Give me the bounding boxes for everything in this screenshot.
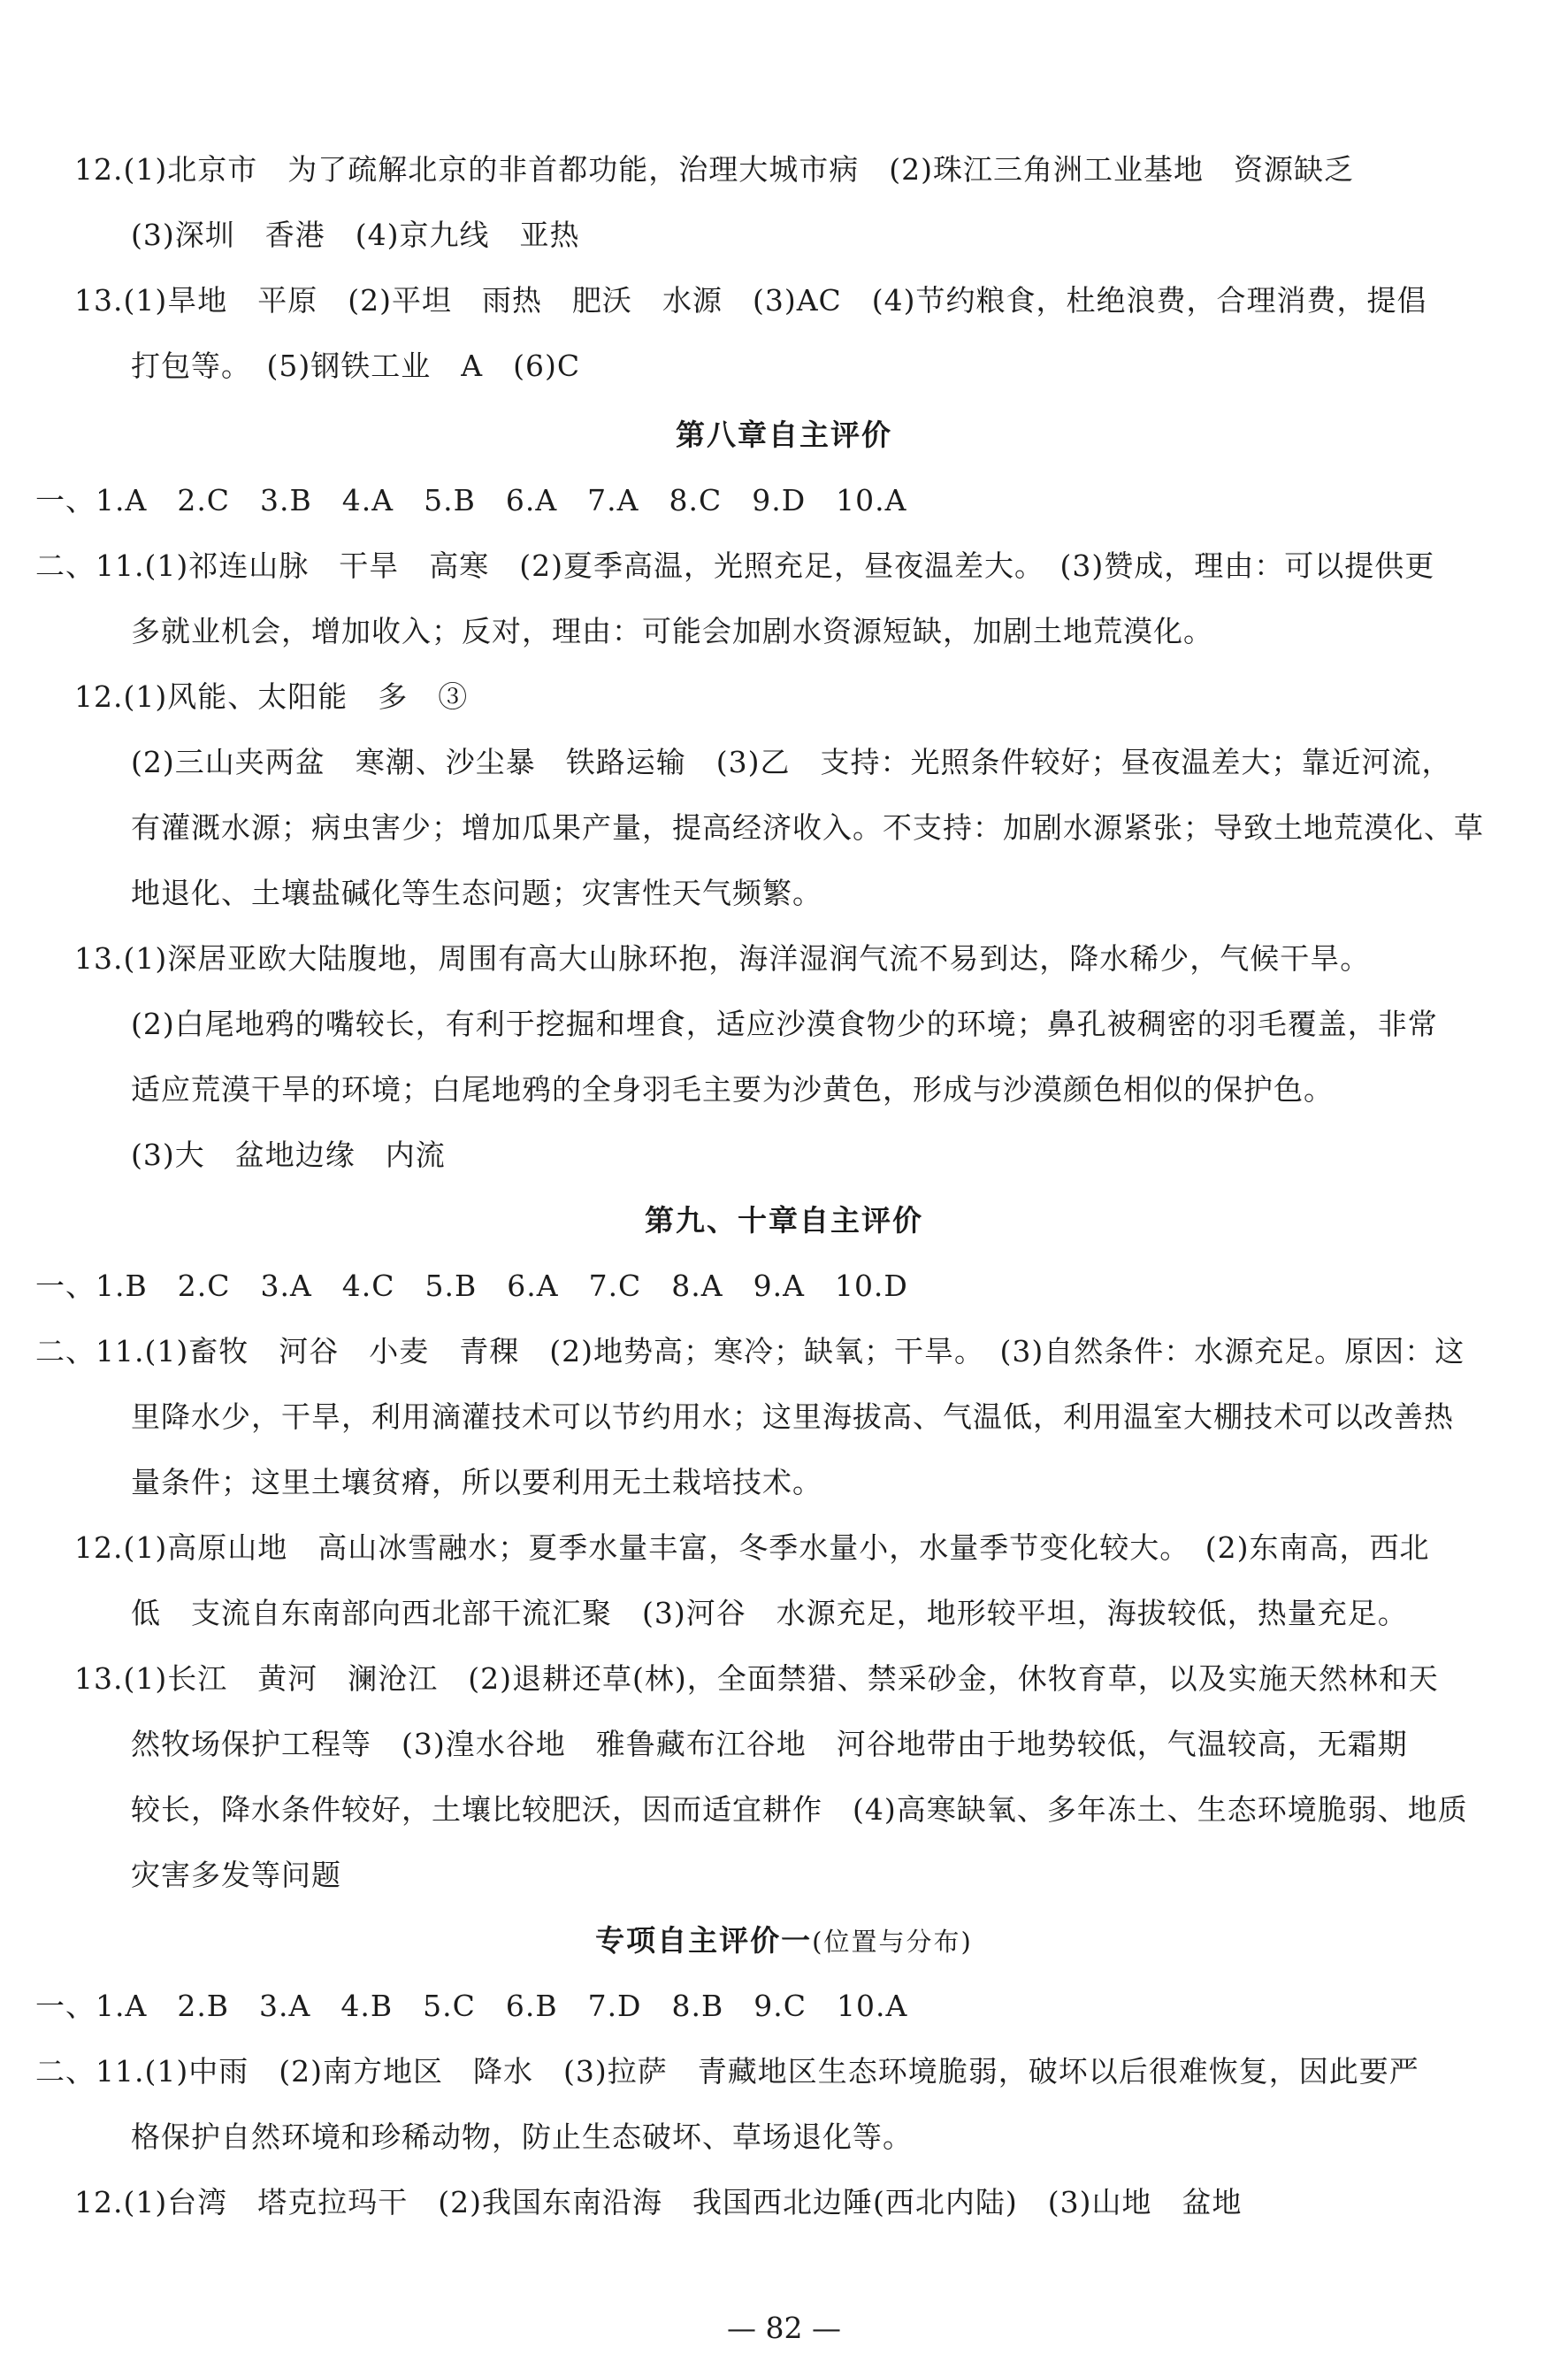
answer-line: 有灌溉水源；病虫害少；增加瓜果产量，提高经济收入。不支持：加剧水源紧张；导致土地荒漠化、草 xyxy=(131,810,1484,845)
answer-line: 较长，降水条件较好，土壤比较肥沃，因而适宜耕作 (4)高寒缺氧、多年冻土、生态环境脆弱、地质 xyxy=(131,1792,1468,1827)
section-heading-ch8 xyxy=(0,416,1568,455)
answer-line: 二、11.(1)中雨 (2)南方地区 降水 (3)拉萨 青藏地区生态环境脆弱，破坏以后很难恢复，因此要严 xyxy=(35,2054,1419,2089)
answer-line: 适应荒漠干旱的环境；白尾地鸦的全身羽毛主要为沙黄色，形成与沙漠颜色相似的保护色。 xyxy=(131,1072,1334,1107)
answer-line: 里降水少，干旱，利用滴灌技术可以节约用水；这里海拔高、气温低，利用温室大棚技术可以改善热 xyxy=(131,1399,1454,1434)
section-heading-special1 xyxy=(0,1921,1568,1961)
answer-line: 12.(1)北京市 为了疏解北京的非首都功能，治理大城市病 (2)珠江三角洲工业基地 资源缺乏 xyxy=(74,152,1354,187)
heading-text: 第九、十章自主评价 xyxy=(645,1203,923,1238)
answer-line: 打包等。 (5)钢铁工业 A (6)C xyxy=(131,349,581,383)
heading-text: 第八章自主评价 xyxy=(676,418,892,452)
answer-line: 多就业机会，增加收入；反对，理由：可能会加剧水资源短缺，加剧土地荒漠化。 xyxy=(131,614,1213,648)
answer-line: 量条件；这里土壤贫瘠，所以要利用无土栽培技术。 xyxy=(131,1465,822,1499)
answer-line: 二、11.(1)祁连山脉 干旱 高寒 (2)夏季高温，光照充足，昼夜温差大。 (3)赞成，理由：可以提供更 xyxy=(35,548,1435,583)
answer-line: 一、1.A 2.B 3.A 4.B 5.C 6.B 7.D 8.B 9.C 10.A xyxy=(35,1989,908,2023)
answer-line: 格保护自然环境和珍稀动物，防止生态破坏、草场退化等。 xyxy=(131,2120,913,2154)
answer-line: 一、1.A 2.C 3.B 4.A 5.B 6.A 7.A 8.C 9.D 10.A xyxy=(35,483,907,517)
answer-line: 13.(1)旱地 平原 (2)平坦 雨热 肥沃 水源 (3)AC (4)节约粮食，杜绝浪费，合理消费，提倡 xyxy=(74,283,1427,318)
answer-line: (2)白尾地鸦的嘴较长，有利于挖掘和埋食，适应沙漠食物少的环境；鼻孔被稠密的羽毛覆盖，非常 xyxy=(131,1007,1438,1041)
answer-line: (3)深圳 香港 (4)京九线 亚热 xyxy=(131,218,580,252)
answer-line: 13.(1)长江 黄河 澜沧江 (2)退耕还草(林)，全面禁猎、禁采砂金，休牧育草，以及实施天然林和天 xyxy=(74,1661,1439,1696)
answer-line: 低 支流自东南部向西北部干流汇聚 (3)河谷 水源充足，地形较平坦，海拔较低，热量充足。 xyxy=(131,1596,1408,1630)
answer-line: 13.(1)深居亚欧大陆腹地，周围有高大山脉环抱，海洋湿润气流不易到达，降水稀少，气候干旱。 xyxy=(74,941,1371,976)
heading-text: 专项自主评价一 xyxy=(595,1923,813,1958)
answer-line: (2)三山夹两盆 寒潮、沙尘暴 铁路运输 (3)乙 支持：光照条件较好；昼夜温差大；靠近河流， xyxy=(131,745,1452,779)
answer-line: 二、11.(1)畜牧 河谷 小麦 青稞 (2)地势高；寒冷；缺氧；干旱。 (3)自然条件：水源充足。原因：这 xyxy=(35,1334,1465,1368)
heading-subtitle: (位置与分布) xyxy=(812,1927,973,1957)
section-heading-ch9-10 xyxy=(0,1201,1568,1240)
answer-line: 12.(1)风能、太阳能 多 ③ xyxy=(74,679,469,714)
answer-line: 然牧场保护工程等 (3)湟水谷地 雅鲁藏布江谷地 河谷地带由于地势较低，气温较高，无霜期 xyxy=(131,1727,1408,1761)
answer-line: 12.(1)台湾 塔克拉玛干 (2)我国东南沿海 我国西北边陲(西北内陆) (3)山地 盆地 xyxy=(74,2185,1243,2219)
answer-line: 地退化、土壤盐碱化等生态问题；灾害性天气频繁。 xyxy=(131,876,822,910)
page-number: — 82 — xyxy=(727,2311,841,2345)
answer-line: (3)大 盆地边缘 内流 xyxy=(131,1138,446,1172)
answer-line: 12.(1)高原山地 高山冰雪融水；夏季水量丰富，冬季水量小，水量季节变化较大。 (2)东南高，西北 xyxy=(74,1530,1430,1565)
answer-line: 灾害多发等问题 xyxy=(131,1858,341,1892)
answer-line: 一、1.B 2.C 3.A 4.C 5.B 6.A 7.C 8.A 9.A 10.D xyxy=(35,1269,908,1303)
